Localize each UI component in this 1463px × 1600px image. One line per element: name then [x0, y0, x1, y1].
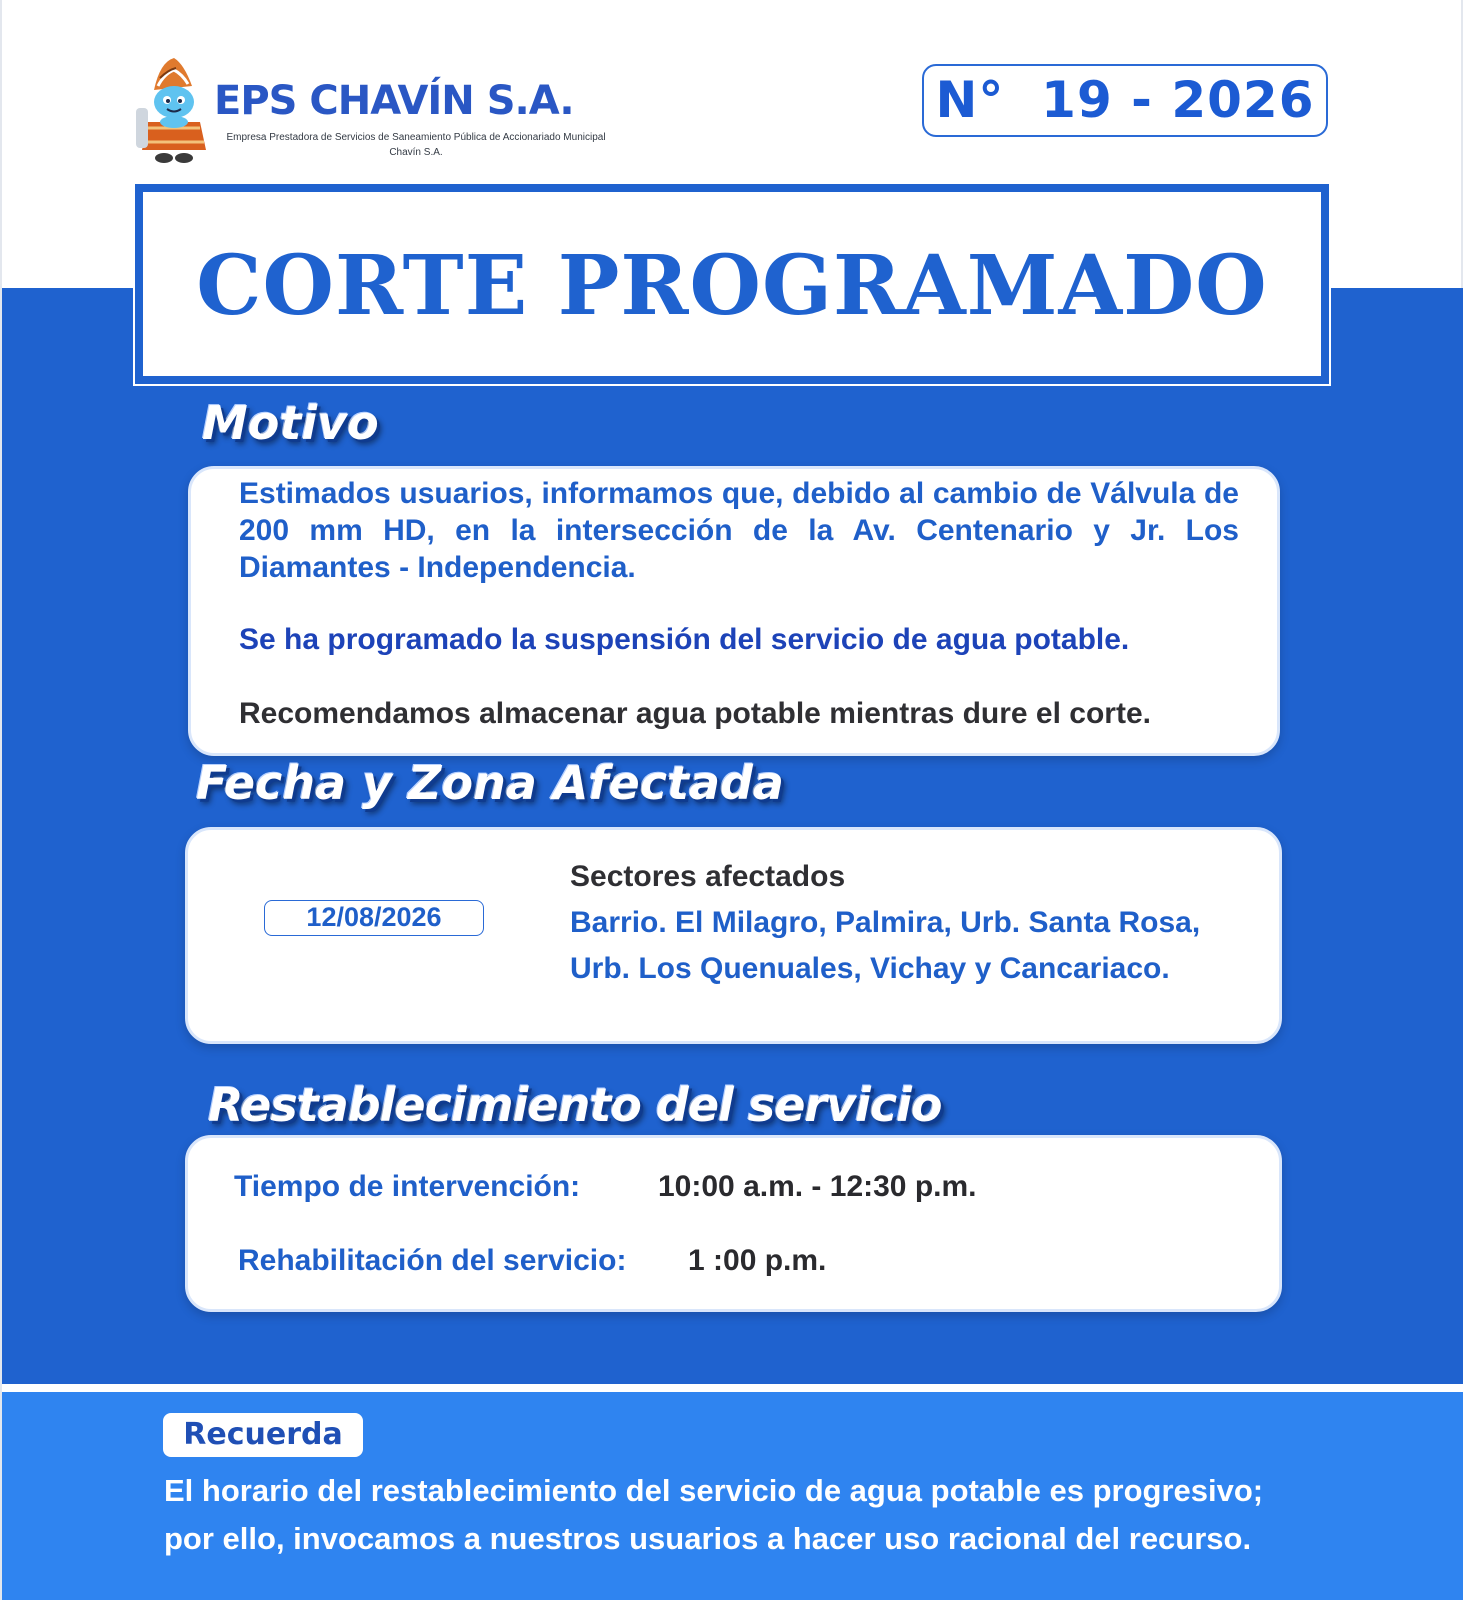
brand-subtitle: Empresa Prestadora de Servicios de Saneamiento Pública de Accionariado Municipal Chavín S.A.	[226, 132, 606, 158]
tiempo-intervencion-value: 10:00 a.m. - 12:30 p.m.	[658, 1170, 977, 1203]
water-drop-mascot-icon	[134, 56, 214, 168]
rehabilitacion-label: Rehabilitación del servicio:	[238, 1244, 627, 1277]
sectores-title: Sectores afectados	[570, 860, 846, 893]
recuerda-badge: Recuerda	[163, 1413, 363, 1457]
rehabilitacion-value: 1 :00 p.m.	[688, 1244, 827, 1277]
recuerda-text-line-1: El horario del restablecimiento del servicio de agua potable es progresivo;	[164, 1473, 1264, 1508]
brand-name: EPS CHAVÍN S.A.	[214, 78, 574, 124]
date-badge: 12/08/2026	[264, 900, 484, 936]
restablecimiento-heading: Restablecimiento del servicio	[208, 1078, 942, 1132]
recuerda-text-line-2: por ello, invocamos a nuestros usuarios a hacer uso racional del recurso.	[164, 1521, 1252, 1556]
page-title: CORTE PROGRAMADO	[196, 238, 1268, 334]
restablecimiento-card	[185, 1135, 1282, 1312]
motivo-paragraph-1: Estimados usuarios, informamos que, debido al cambio de Válvula de 200 mm HD, en la intersección de la Av. Centenario y Jr. Los Diamantes - Independencia.	[239, 477, 1239, 584]
band-divider	[2, 1384, 1463, 1392]
sectores-list-line-2: Urb. Los Quenuales, Vichay y Cancariaco.	[570, 952, 1170, 985]
tiempo-intervencion-label: Tiempo de intervención:	[234, 1170, 581, 1203]
sectores-list-line-1: Barrio. El Milagro, Palmira, Urb. Santa Rosa,	[570, 906, 1201, 939]
fecha-zona-heading: Fecha y Zona Afectada	[196, 756, 784, 810]
motivo-paragraph-3: Recomendamos almacenar agua potable mientras dure el corte.	[239, 697, 1151, 730]
motivo-heading: Motivo	[202, 396, 379, 450]
notice-number-badge: N° 19 - 2026	[922, 64, 1328, 137]
title-box	[135, 184, 1329, 384]
motivo-paragraph-2: Se ha programado la suspensión del servicio de agua potable.	[239, 623, 1130, 656]
company-logo	[134, 56, 634, 176]
fecha-zona-card	[185, 827, 1282, 1044]
motivo-card	[188, 466, 1280, 756]
